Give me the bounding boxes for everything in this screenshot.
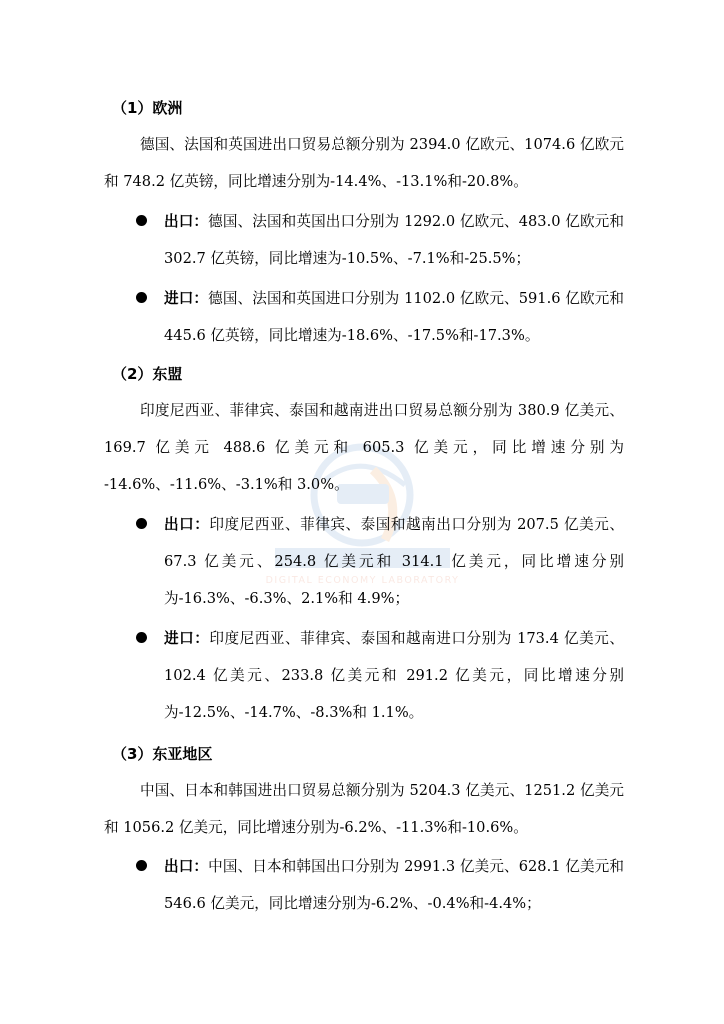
- section-summary-east-asia: 中国、日本和韩国进出口贸易总额分别为 5204.3 亿美元、1251.2 亿美元和 1056.2 亿美元，同比增速分别为-6.2%、-11.3%和-10.6%。: [104, 782, 624, 836]
- bullet-label: 进口：: [164, 630, 210, 647]
- section-heading-asean: （2）东盟: [112, 365, 183, 383]
- bullet-dot-icon: [136, 860, 147, 871]
- bullet-dot-icon: [136, 518, 147, 529]
- section-summary-asean: 印度尼西亚、菲律宾、泰国和越南进出口贸易总额分别为 380.9 亿美元、169.7 亿美元 488.6 亿美元和 605.3 亿美元，同比增速分别为 -14.6%、-11.6%、-3.1%和 3.0%。: [104, 402, 624, 493]
- bullet-body: 德国、法国和英国出口分别为 1292.0 亿欧元、483.0 亿欧元和 302.7 亿英镑，同比增速为-10.5%、-7.1%和-25.5%；: [164, 213, 624, 267]
- bullet-dot-icon: [136, 632, 147, 643]
- bullet-body: 印度尼西亚、菲律宾、泰国和越南进口分别为 173.4 亿美元、102.4 亿美元、233.8 亿美元和 291.2 亿美元，同比增速分别为-12.5%、-14.7%、-8.3%和 1.1%。: [164, 630, 624, 721]
- bullet-body: 中国、日本和韩国出口分别为 2991.3 亿美元、628.1 亿美元和 546.6 亿美元，同比增速分别为-6.2%、-0.4%和-4.4%；: [164, 858, 624, 912]
- bullet-text: [164, 203, 624, 277]
- bullet-text: [164, 848, 624, 922]
- bullet-body: 印度尼西亚、菲律宾、泰国和越南出口分别为 207.5 亿美元、67.3 亿美元、254.8 亿美元和 314.1 亿美元，同比增速分别为-16.3%、-6.3%、2.1%和 4.9%；: [164, 516, 624, 607]
- bullet-label: 出口：: [164, 213, 209, 230]
- bullet-label: 进口：: [164, 290, 209, 307]
- bullet-dot-icon: [136, 215, 147, 226]
- bullet-text: [164, 506, 624, 617]
- section-summary-europe: 德国、法国和英国进出口贸易总额分别为 2394.0 亿欧元、1074.6 亿欧元和 748.2 亿英镑，同比增速分别为-14.4%、-13.1%和-20.8%。: [104, 136, 624, 190]
- bullet-label: 出口：: [164, 858, 209, 875]
- section-heading-east-asia: （3）东亚地区: [112, 745, 213, 763]
- bullet-text: [164, 620, 624, 731]
- bullet-body: 德国、法国和英国进口分别为 1102.0 亿欧元、591.6 亿欧元和 445.6 亿英镑，同比增速为-18.6%、-17.5%和-17.3%。: [164, 290, 624, 344]
- watermark-text: DIGITAL ECONOMY LABORATORY: [265, 575, 460, 586]
- bullet-label: 出口：: [164, 516, 210, 533]
- section-heading-europe: （1）欧洲: [112, 99, 183, 117]
- bullet-dot-icon: [136, 292, 147, 303]
- bullet-text: [164, 280, 624, 354]
